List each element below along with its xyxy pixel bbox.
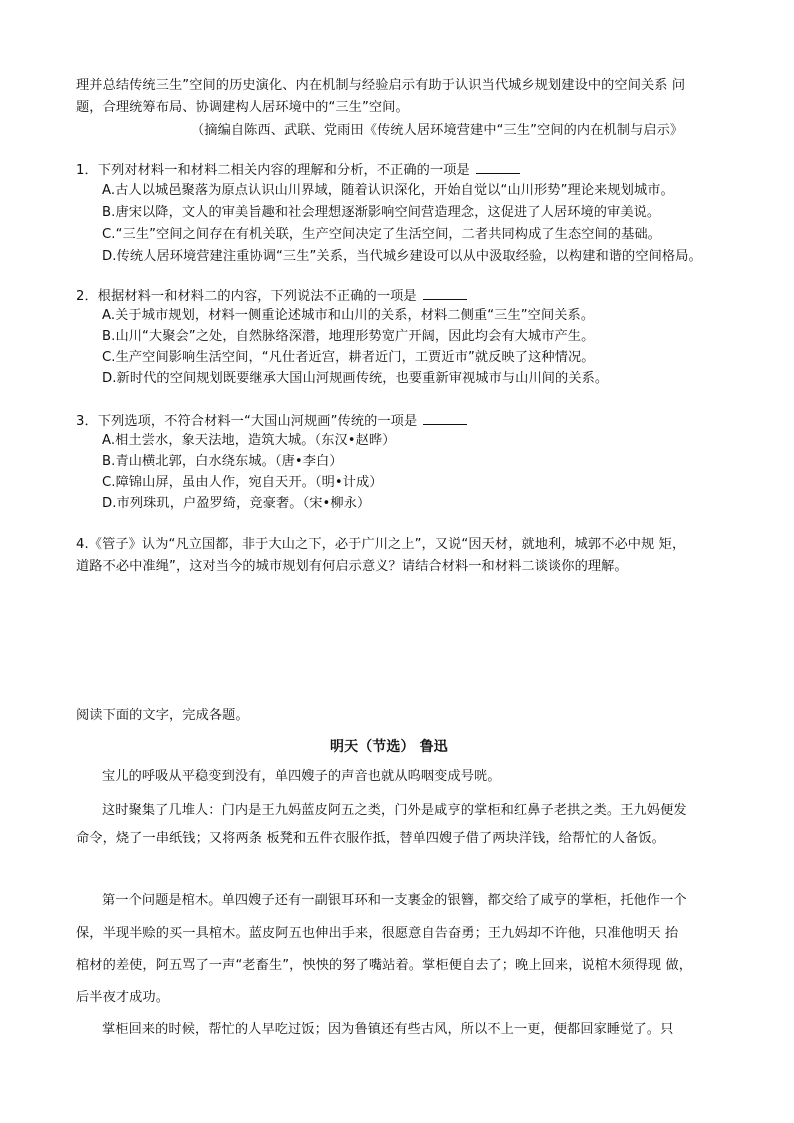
- question-1-option-d: D.传统人居环境营建注重协调“三生”关系，当代城乡建设可以从中汲取经验，以构建和谐的空间格局。: [102, 249, 702, 264]
- paragraph-3-line-1: 第一个问题是棺木。单四嫂子还有一副银耳环和一支裹金的银簪，都交给了咸亨的掌柜，托他作一个: [102, 893, 687, 908]
- intro-line-2: 题，合理统筹布局、协调建构人居环境中的“三生”空间。: [76, 100, 409, 115]
- paragraph-3-line-2: 保，半现半赊的买一具棺木。蓝皮阿五也伸出手来，很愿意自告奋勇；王九妈却不许他，只准他明天 抬: [76, 926, 679, 941]
- paragraph-3-line-3: 棺材的差使，阿五骂了一声“老畜生”，怏怏的努了嘴站着。掌柜便自去了；晚上回来，说棺木须得现 做，: [76, 958, 693, 973]
- reading-instruction: 阅读下面的文字，完成各题。: [76, 708, 249, 723]
- question-1-option-b: B.唐宋以降，文人的审美旨趣和社会理想逐渐影响空间营造理念，这促进了人居环境的审美说。: [102, 205, 661, 220]
- question-2-option-a: A.关于城市规划，材料一侧重论述城市和山川的关系，材料二侧重“三生”空间关系。: [102, 308, 595, 323]
- passage-title: 明天（节选） 鲁迅: [330, 739, 448, 755]
- paragraph-1: 宝儿的呼吸从平稳变到没有，单四嫂子的声音也就从呜咽变成号咣。: [102, 769, 501, 784]
- question-4-line-1: 4.《管子》认为“凡立国都，非于大山之下，必于广川之上”，又说“因天材，就地利，城郭不必中规 矩，: [76, 537, 686, 552]
- paragraph-2-line-2: 命令，烧了一串纸钱；又将两条 板凳和五件衣服作抵，替单四嫂子借了两块洋钱，给帮忙的人备饭。: [76, 831, 665, 846]
- question-2-text: 2．根据材料一和材料二的内容，下列说法不正确的一项是: [76, 289, 417, 304]
- paragraph-2-line-1: 这时聚集了几堆人：门内是王九妈蓝皮阿五之类，门外是咸亨的掌柜和红鼻子老拱之类。王九妈便发: [102, 803, 687, 818]
- paragraph-4-line-1: 掌柜回来的时候，帮忙的人早吃过饭；因为鲁镇还有些古风，所以不上一更，便都回家睡觉了。只: [102, 1022, 674, 1037]
- question-1-stem: [76, 159, 520, 181]
- answer-blank: [423, 410, 467, 425]
- answer-blank: [423, 285, 467, 300]
- question-4-line-2: 道路不必中准绳”，这对当今的城市规划有何启示意义？请结合材料一和材料二谈谈你的理解。: [76, 559, 628, 574]
- question-3-option-d: D.市列珠玑，户盈罗绮，竞豪奢。（宋•柳永）: [102, 496, 371, 511]
- question-2-option-c: C.生产空间影响生活空间，“凡仕者近宫，耕者近门，工贾近市”就反映了这种情况。: [102, 350, 595, 365]
- question-1-option-a: A.古人以城邑聚落为原点认识山川界域，随着认识深化，开始自觉以“山川形势”理论来规划城市。: [102, 183, 674, 198]
- question-3-option-b: B.青山横北郭，白水绕东城。（唐•李白）: [102, 454, 343, 469]
- question-3-option-a: A.相土尝水，象天法地，造筑大城。（东汉•赵晔）: [102, 433, 396, 448]
- intro-source: （摘编自陈西、武联、党雨田《传统人居环境营建中“三生”空间的内在机制与启示》: [191, 123, 684, 138]
- question-3-stem: [76, 410, 467, 432]
- question-2-option-b: B.山川“大聚会”之处，自然脉络深潜，地理形势宽广开阔，因此均会有大城市产生。: [102, 329, 595, 344]
- question-2-option-d: D.新时代的空间规划既要继承大国山河规画传统，也要重新审视城市与山川间的关系。: [102, 371, 609, 386]
- question-2-stem: [76, 285, 467, 307]
- question-1-text: 1．下列对材料一和材料二相关内容的理解和分析，不正确的一项是: [76, 163, 470, 178]
- answer-blank: [476, 159, 520, 174]
- question-3-option-c: C.障锦山屏，虽由人作，宛自天开。（明•计成）: [102, 475, 383, 490]
- paragraph-3-line-4: 后半夜才成功。: [76, 990, 170, 1005]
- intro-line-1: 理并总结传统三生”空间的历史演化、内在机制与经验启示有助于认识当代城乡规划建设中的空间关系 问: [76, 78, 686, 93]
- question-3-text: 3．下列选项，不符合材料一“大国山河规画”传统的一项是: [76, 414, 418, 429]
- question-1-option-c: C.“三生”空间之间存在有机关联，生产空间决定了生活空间，二者共同构成了生态空间的基础。: [102, 227, 661, 242]
